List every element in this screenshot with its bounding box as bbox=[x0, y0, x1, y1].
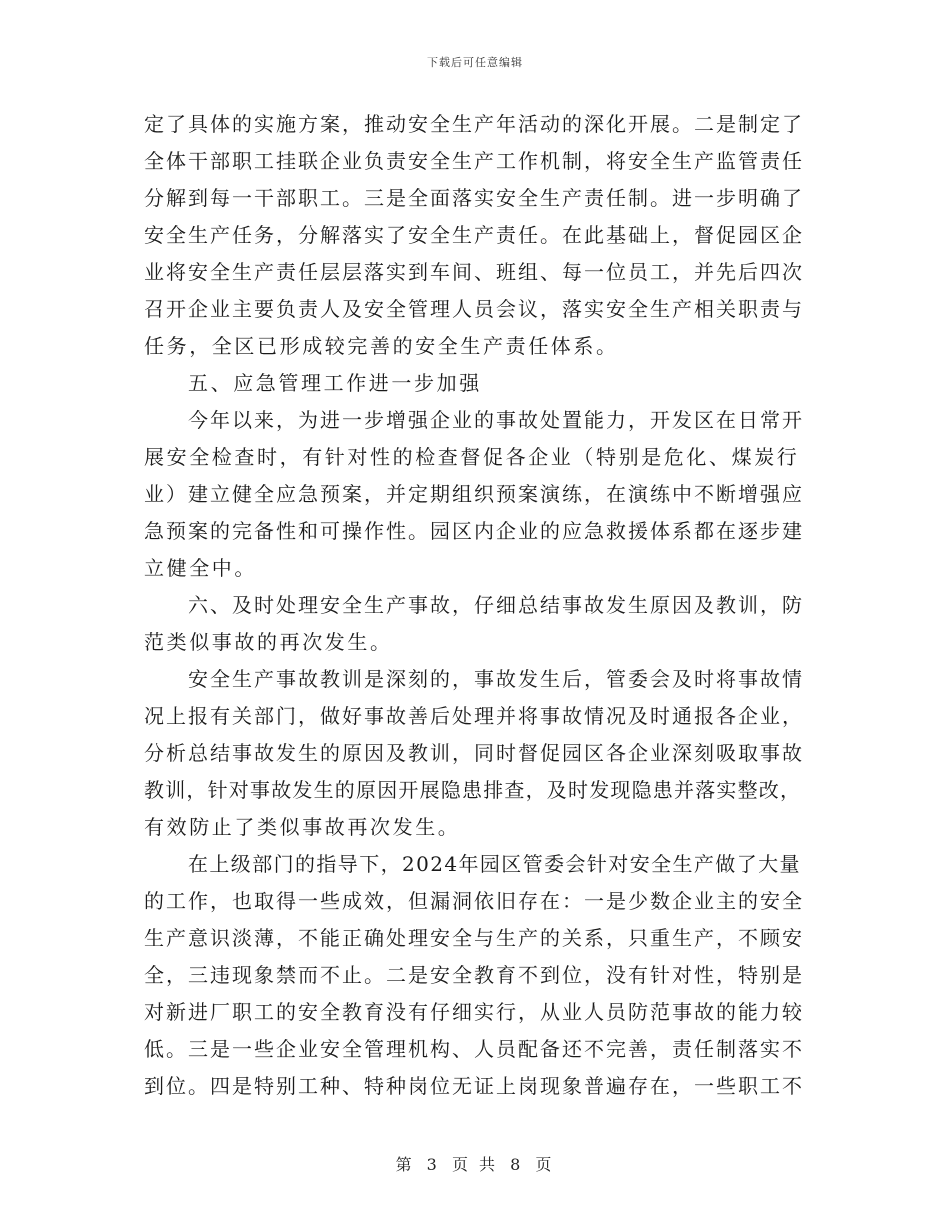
footer-middle: 页 共 bbox=[451, 1155, 499, 1174]
text-line: 召开企业主要负责人及安全管理人员会议，落实安全生产相关职责与 bbox=[144, 297, 804, 321]
text-line: 急预案的完备性和可操作性。园区内企业的应急救援体系都在逐步建 bbox=[144, 519, 804, 543]
text-line: 到位。四是特别工种、特种岗位无证上岗现象普遍存在，一些职工不 bbox=[144, 1074, 804, 1098]
text-line: 展安全检查时，有针对性的检查督促各企业（特别是危化、煤炭行 bbox=[144, 445, 800, 469]
text-line: 对新进厂职工的安全教育没有仔细实行，从业人员防范事故的能力较 bbox=[144, 1000, 804, 1024]
footer-page-number: 3 bbox=[426, 1155, 440, 1174]
text-line: 范类似事故的再次发生。 bbox=[144, 630, 393, 654]
text-line: 生产意识淡薄，不能正确处理安全与生产的关系，只重生产，不顾安 bbox=[144, 926, 804, 950]
text-line: 分解到每一干部职工。三是全面落实安全生产责任制。进一步明确了 bbox=[144, 186, 804, 210]
footer-total-pages: 8 bbox=[510, 1155, 524, 1174]
document-body bbox=[144, 106, 804, 1105]
text-line: 有效防止了类似事故再次发生。 bbox=[144, 815, 461, 839]
text-line: 的工作，也取得一些成效，但漏洞依旧存在：一是少数企业主的安全 bbox=[144, 889, 804, 913]
text-line: 安全生产任务，分解落实了安全生产责任。在此基础上，督促园区企 bbox=[144, 223, 804, 247]
text-line: 立健全中。 bbox=[144, 556, 257, 580]
text-line: 全，三违现象禁而不止。二是安全教育不到位，没有针对性，特别是 bbox=[144, 963, 804, 987]
text-line: 任务，全区已形成较完善的安全生产责任体系。 bbox=[144, 334, 619, 358]
text-line: 全体干部职工挂联企业负责安全生产工作机制，将安全生产监管责任 bbox=[144, 149, 804, 173]
page-header: 下载后可任意编辑 bbox=[427, 56, 523, 69]
text-line: 分析总结事故发生的原因及教训，同时督促园区各企业深刻吸取事故 bbox=[144, 741, 804, 765]
text-line: 六、及时处理安全生产事故，仔细总结事故发生原因及教训，防 bbox=[188, 593, 804, 617]
text-line: 在上级部门的指导下，2024年园区管委会针对安全生产做了大量 bbox=[188, 852, 801, 876]
text-line: 定了具体的实施方案，推动安全生产年活动的深化开展。二是制定了 bbox=[144, 112, 804, 136]
page-footer bbox=[0, 1152, 950, 1175]
text-line: 安全生产事故教训是深刻的，事故发生后，管委会及时将事故情 bbox=[188, 667, 804, 691]
footer-prefix: 第 bbox=[395, 1155, 415, 1174]
text-line: 业将安全生产责任层层落实到车间、班组、每一位员工，并先后四次 bbox=[144, 260, 804, 284]
text-line: 况上报有关部门，做好事故善后处理并将事故情况及时通报各企业， bbox=[144, 704, 804, 728]
text-line: 业）建立健全应急预案，并定期组织预案演练，在演练中不断增强应 bbox=[144, 482, 804, 506]
text-line: 低。三是一些企业安全管理机构、人员配备还不完善，责任制落实不 bbox=[144, 1037, 804, 1061]
text-line: 五、应急管理工作进一步加强 bbox=[188, 371, 482, 395]
text-line: 今年以来，为进一步增强企业的事故处置能力，开发区在日常开 bbox=[188, 408, 804, 432]
footer-suffix: 页 bbox=[535, 1155, 555, 1174]
text-line: 教训，针对事故发生的原因开展隐患排查，及时发现隐患并落实整改， bbox=[144, 778, 802, 802]
